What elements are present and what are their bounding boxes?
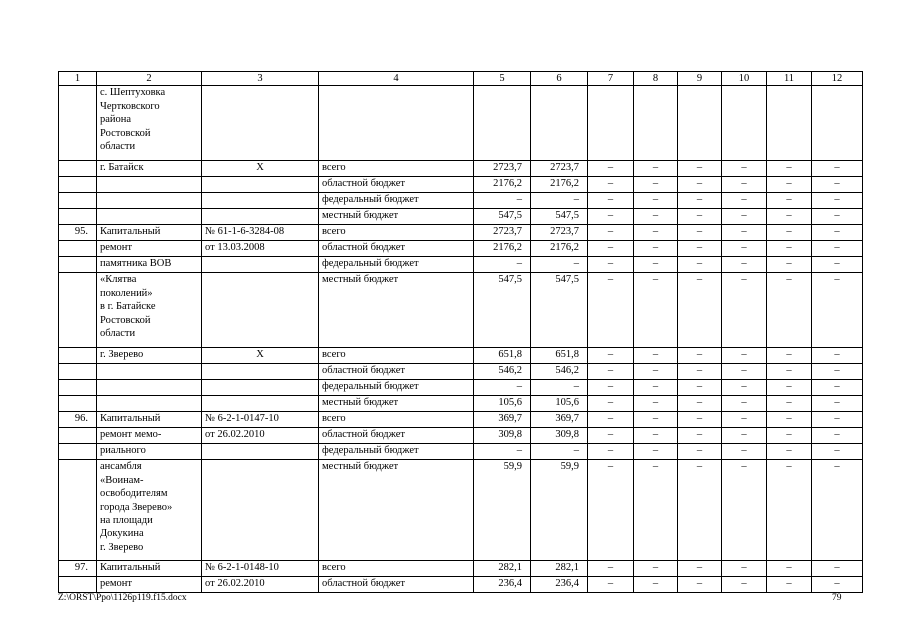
footer-page-number: 79	[832, 593, 842, 603]
item-number: 96.	[59, 412, 97, 428]
value-col-11: –	[767, 444, 812, 460]
value-col-5: 547,5	[474, 273, 531, 348]
item-number	[59, 348, 97, 364]
value-col-12: –	[812, 193, 863, 209]
value-col-10: –	[722, 396, 767, 412]
table-row	[59, 241, 863, 257]
table-row	[59, 209, 863, 225]
item-number	[59, 273, 97, 348]
value-col-11: –	[767, 380, 812, 396]
column-header-3: 3	[202, 72, 319, 86]
value-col-12: –	[812, 225, 863, 241]
column-header-12: 12	[812, 72, 863, 86]
value-col-7: –	[588, 257, 634, 273]
object-name	[97, 209, 202, 225]
value-col-7: –	[588, 561, 634, 577]
value-col-6: –	[531, 193, 588, 209]
object-name: ремонт мемо-	[97, 428, 202, 444]
table-row	[59, 380, 863, 396]
object-name: памятника ВОВ	[97, 257, 202, 273]
value-col-6: 651,8	[531, 348, 588, 364]
value-col-10: –	[722, 444, 767, 460]
value-col-12: –	[812, 241, 863, 257]
budget-source: местный бюджет	[319, 273, 474, 348]
table-row	[59, 460, 863, 561]
item-number	[59, 257, 97, 273]
value-col-10: –	[722, 364, 767, 380]
value-col-8: –	[634, 428, 678, 444]
budget-source: областной бюджет	[319, 428, 474, 444]
object-name: с. Шептуховка Чертковского района Ростовской области	[97, 86, 202, 161]
value-col-7: –	[588, 193, 634, 209]
column-header-1: 1	[59, 72, 97, 86]
object-name: Капитальный	[97, 412, 202, 428]
value-col-12: –	[812, 380, 863, 396]
item-number	[59, 86, 97, 161]
value-col-10: –	[722, 412, 767, 428]
column-header-5: 5	[474, 72, 531, 86]
table-row	[59, 86, 863, 161]
column-header-6: 6	[531, 72, 588, 86]
object-name: Капитальный	[97, 561, 202, 577]
value-col-12: –	[812, 257, 863, 273]
value-col-11: –	[767, 241, 812, 257]
value-col-11: –	[767, 161, 812, 177]
object-name	[97, 193, 202, 209]
item-number	[59, 577, 97, 593]
value-col-8: –	[634, 561, 678, 577]
value-col-10: –	[722, 241, 767, 257]
value-col-7: –	[588, 177, 634, 193]
document-number: № 61-1-6-3284-08	[202, 225, 319, 241]
value-col-5: 2723,7	[474, 161, 531, 177]
budget-source: всего	[319, 161, 474, 177]
document-number: № 6-2-1-0147-10	[202, 412, 319, 428]
budget-source: всего	[319, 225, 474, 241]
value-col-11	[767, 86, 812, 161]
value-col-8: –	[634, 444, 678, 460]
value-col-5: –	[474, 444, 531, 460]
value-col-7: –	[588, 209, 634, 225]
value-col-11: –	[767, 577, 812, 593]
value-col-5: –	[474, 193, 531, 209]
value-col-7: –	[588, 161, 634, 177]
budget-source: федеральный бюджет	[319, 444, 474, 460]
table-row	[59, 412, 863, 428]
value-col-6: 2723,7	[531, 225, 588, 241]
value-col-9: –	[678, 177, 722, 193]
value-col-9: –	[678, 209, 722, 225]
value-col-12: –	[812, 209, 863, 225]
budget-source: федеральный бюджет	[319, 257, 474, 273]
budget-source: областной бюджет	[319, 241, 474, 257]
value-col-11: –	[767, 396, 812, 412]
item-number	[59, 380, 97, 396]
table-row	[59, 364, 863, 380]
document-number	[202, 86, 319, 161]
value-col-12: –	[812, 364, 863, 380]
object-name: г. Зверево	[97, 348, 202, 364]
budget-table	[58, 71, 863, 593]
table-row	[59, 444, 863, 460]
column-header-11: 11	[767, 72, 812, 86]
value-col-7: –	[588, 273, 634, 348]
value-col-7: –	[588, 225, 634, 241]
value-col-9: –	[678, 161, 722, 177]
budget-source: местный бюджет	[319, 460, 474, 561]
value-col-7	[588, 86, 634, 161]
value-col-7: –	[588, 348, 634, 364]
value-col-6: 2176,2	[531, 241, 588, 257]
value-col-5: 236,4	[474, 577, 531, 593]
value-col-12: –	[812, 577, 863, 593]
value-col-9: –	[678, 444, 722, 460]
item-number	[59, 193, 97, 209]
document-number: от 13.03.2008	[202, 241, 319, 257]
value-col-5: 282,1	[474, 561, 531, 577]
value-col-10: –	[722, 177, 767, 193]
column-header-8: 8	[634, 72, 678, 86]
value-col-9: –	[678, 460, 722, 561]
value-col-8: –	[634, 412, 678, 428]
value-col-10: –	[722, 428, 767, 444]
column-header-4: 4	[319, 72, 474, 86]
value-col-10: –	[722, 577, 767, 593]
value-col-12: –	[812, 348, 863, 364]
document-number	[202, 444, 319, 460]
value-col-9	[678, 86, 722, 161]
value-col-6: 282,1	[531, 561, 588, 577]
value-col-6: 546,2	[531, 364, 588, 380]
table-row	[59, 225, 863, 241]
object-name: г. Батайск	[97, 161, 202, 177]
value-col-11: –	[767, 177, 812, 193]
value-col-10: –	[722, 257, 767, 273]
value-col-7: –	[588, 364, 634, 380]
document-number	[202, 396, 319, 412]
table-row	[59, 193, 863, 209]
value-col-5: –	[474, 380, 531, 396]
value-col-8: –	[634, 380, 678, 396]
value-col-11: –	[767, 209, 812, 225]
value-col-12: –	[812, 396, 863, 412]
object-name: ремонт	[97, 577, 202, 593]
value-col-10: –	[722, 209, 767, 225]
value-col-8: –	[634, 193, 678, 209]
document-number: Х	[202, 348, 319, 364]
value-col-6: 547,5	[531, 209, 588, 225]
value-col-10	[722, 86, 767, 161]
document-number	[202, 193, 319, 209]
column-header-7: 7	[588, 72, 634, 86]
value-col-11: –	[767, 460, 812, 561]
value-col-10: –	[722, 161, 767, 177]
value-col-11: –	[767, 364, 812, 380]
table-row	[59, 257, 863, 273]
value-col-10: –	[722, 561, 767, 577]
value-col-6: 59,9	[531, 460, 588, 561]
object-name: ремонт	[97, 241, 202, 257]
value-col-9: –	[678, 193, 722, 209]
value-col-5: 369,7	[474, 412, 531, 428]
value-col-8: –	[634, 348, 678, 364]
value-col-8: –	[634, 161, 678, 177]
table-row	[59, 396, 863, 412]
value-col-7: –	[588, 444, 634, 460]
budget-source: всего	[319, 348, 474, 364]
value-col-8: –	[634, 577, 678, 593]
document-number: Х	[202, 161, 319, 177]
value-col-6: 369,7	[531, 412, 588, 428]
value-col-5: 2176,2	[474, 177, 531, 193]
document-number: от 26.02.2010	[202, 577, 319, 593]
value-col-12: –	[812, 177, 863, 193]
value-col-7: –	[588, 428, 634, 444]
value-col-10: –	[722, 273, 767, 348]
value-col-11: –	[767, 273, 812, 348]
value-col-11: –	[767, 348, 812, 364]
value-col-6: –	[531, 444, 588, 460]
value-col-5: 547,5	[474, 209, 531, 225]
value-col-12: –	[812, 428, 863, 444]
value-col-12: –	[812, 412, 863, 428]
document-number: от 26.02.2010	[202, 428, 319, 444]
value-col-9: –	[678, 348, 722, 364]
item-number: 95.	[59, 225, 97, 241]
value-col-7: –	[588, 412, 634, 428]
object-name	[97, 177, 202, 193]
document-number: № 6-2-1-0148-10	[202, 561, 319, 577]
document-number	[202, 209, 319, 225]
value-col-6	[531, 86, 588, 161]
budget-source: всего	[319, 561, 474, 577]
value-col-9: –	[678, 364, 722, 380]
table-row	[59, 428, 863, 444]
table-row	[59, 561, 863, 577]
item-number	[59, 177, 97, 193]
value-col-7: –	[588, 380, 634, 396]
value-col-9: –	[678, 241, 722, 257]
value-col-8: –	[634, 257, 678, 273]
value-col-8	[634, 86, 678, 161]
document-number	[202, 364, 319, 380]
budget-source: федеральный бюджет	[319, 380, 474, 396]
value-col-7: –	[588, 241, 634, 257]
value-col-6: 547,5	[531, 273, 588, 348]
value-col-6: 309,8	[531, 428, 588, 444]
object-name	[97, 364, 202, 380]
value-col-10: –	[722, 380, 767, 396]
value-col-12: –	[812, 161, 863, 177]
table-row	[59, 177, 863, 193]
value-col-11: –	[767, 428, 812, 444]
value-col-7: –	[588, 396, 634, 412]
value-col-7: –	[588, 460, 634, 561]
value-col-12: –	[812, 273, 863, 348]
value-col-8: –	[634, 225, 678, 241]
value-col-11: –	[767, 561, 812, 577]
value-col-6: 2176,2	[531, 177, 588, 193]
object-name: ансамбля «Воинам- освободителям города Зверево» на площади Докукина г. Зверево	[97, 460, 202, 561]
item-number: 97.	[59, 561, 97, 577]
value-col-9: –	[678, 225, 722, 241]
header-row	[59, 72, 863, 86]
object-name	[97, 380, 202, 396]
value-col-5: 105,6	[474, 396, 531, 412]
item-number	[59, 396, 97, 412]
value-col-11: –	[767, 225, 812, 241]
footer-file-path: Z:\ORST\Ppo\1126p119.f15.docx	[58, 593, 187, 603]
item-number	[59, 428, 97, 444]
document-number	[202, 380, 319, 396]
value-col-11: –	[767, 193, 812, 209]
table-row	[59, 577, 863, 593]
value-col-8: –	[634, 209, 678, 225]
value-col-9: –	[678, 257, 722, 273]
budget-source: федеральный бюджет	[319, 193, 474, 209]
value-col-5: 2176,2	[474, 241, 531, 257]
value-col-8: –	[634, 396, 678, 412]
budget-source: областной бюджет	[319, 577, 474, 593]
value-col-8: –	[634, 177, 678, 193]
object-name	[97, 396, 202, 412]
value-col-9: –	[678, 396, 722, 412]
value-col-5	[474, 86, 531, 161]
value-col-5: 59,9	[474, 460, 531, 561]
column-header-2: 2	[97, 72, 202, 86]
value-col-9: –	[678, 273, 722, 348]
value-col-5: 651,8	[474, 348, 531, 364]
document-number	[202, 273, 319, 348]
value-col-12: –	[812, 444, 863, 460]
value-col-9: –	[678, 380, 722, 396]
budget-source: областной бюджет	[319, 364, 474, 380]
object-name: Капитальный	[97, 225, 202, 241]
value-col-12	[812, 86, 863, 161]
value-col-10: –	[722, 348, 767, 364]
value-col-6: 2723,7	[531, 161, 588, 177]
value-col-5: 2723,7	[474, 225, 531, 241]
table-row	[59, 273, 863, 348]
value-col-5: 309,8	[474, 428, 531, 444]
value-col-6: –	[531, 257, 588, 273]
value-col-10: –	[722, 225, 767, 241]
budget-source	[319, 86, 474, 161]
item-number	[59, 444, 97, 460]
value-col-8: –	[634, 241, 678, 257]
value-col-12: –	[812, 460, 863, 561]
value-col-10: –	[722, 460, 767, 561]
object-name: риального	[97, 444, 202, 460]
value-col-8: –	[634, 273, 678, 348]
value-col-5: –	[474, 257, 531, 273]
budget-source: местный бюджет	[319, 209, 474, 225]
value-col-6: –	[531, 380, 588, 396]
column-header-10: 10	[722, 72, 767, 86]
table-row	[59, 161, 863, 177]
value-col-10: –	[722, 193, 767, 209]
item-number	[59, 241, 97, 257]
document-number	[202, 460, 319, 561]
budget-source: местный бюджет	[319, 396, 474, 412]
value-col-8: –	[634, 364, 678, 380]
item-number	[59, 209, 97, 225]
table-row	[59, 348, 863, 364]
value-col-11: –	[767, 412, 812, 428]
object-name: «Клятва поколений» в г. Батайске Ростовской области	[97, 273, 202, 348]
item-number	[59, 161, 97, 177]
item-number	[59, 460, 97, 561]
value-col-6: 105,6	[531, 396, 588, 412]
column-header-9: 9	[678, 72, 722, 86]
value-col-5: 546,2	[474, 364, 531, 380]
value-col-12: –	[812, 561, 863, 577]
value-col-9: –	[678, 561, 722, 577]
budget-source: всего	[319, 412, 474, 428]
value-col-11: –	[767, 257, 812, 273]
value-col-9: –	[678, 577, 722, 593]
item-number	[59, 364, 97, 380]
document-number	[202, 177, 319, 193]
value-col-8: –	[634, 460, 678, 561]
value-col-9: –	[678, 428, 722, 444]
value-col-9: –	[678, 412, 722, 428]
value-col-7: –	[588, 577, 634, 593]
document-number	[202, 257, 319, 273]
value-col-6: 236,4	[531, 577, 588, 593]
budget-source: областной бюджет	[319, 177, 474, 193]
